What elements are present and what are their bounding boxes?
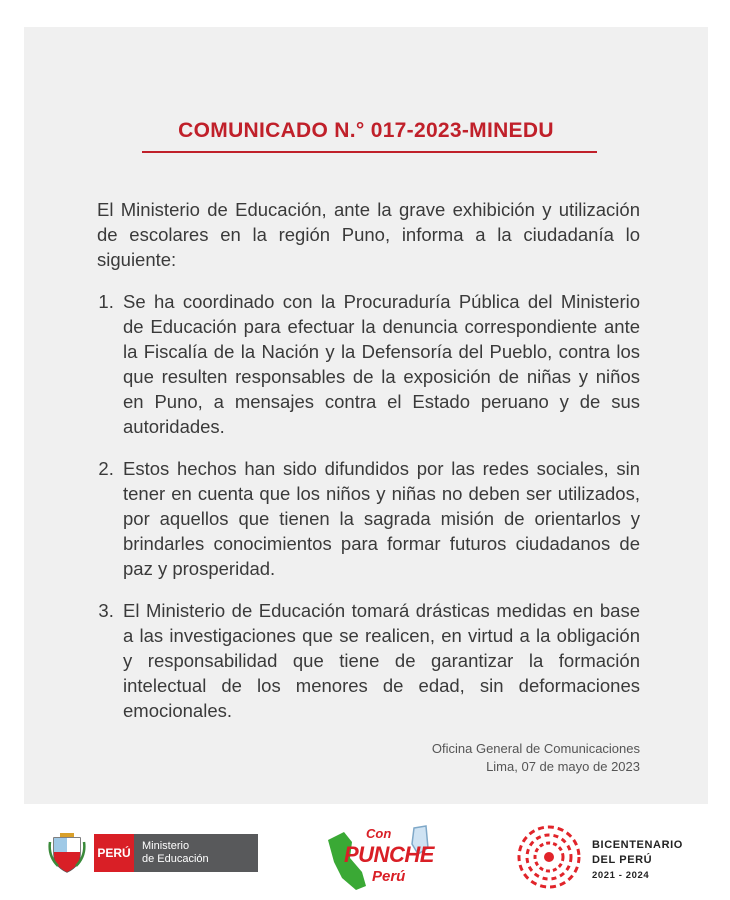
title-underline (142, 151, 597, 153)
signature-block (432, 740, 640, 776)
communique-title: COMUNICADO N.° 017-2023-MINEDU (178, 119, 554, 142)
communique-card (24, 27, 708, 804)
minedu-logo (48, 828, 258, 878)
list-item: 2. Estos hechos han sido difundidos por las redes sociales, sin tener en cuenta que los niños y niñas no deben ser utilizados, por aquellos que tienen la sagrada misión de orientarlos y brindarles conocimientos para formar futuros ciudadanos de paz y prosperidad. (119, 456, 640, 581)
footer-logos (0, 810, 730, 900)
signature-date: Lima, 07 de mayo de 2023 (486, 759, 640, 774)
ministry-line1: Ministerio (142, 840, 190, 852)
communique-body (97, 197, 640, 740)
bicentenario-emblem-icon (514, 822, 584, 892)
bicent-line2: DEL PERÚ (592, 854, 653, 866)
list-item: 3. El Ministerio de Educación tomará drásticas medidas en base a las investigaciones que se realicen, en virtud a la obligación y responsabilidad que tiene de garantizar la formación intelectual de los menores de edad, sin deformaciones emocionales. (119, 598, 640, 723)
intro-paragraph: El Ministerio de Educación, ante la grave exhibición y utilización de escolares en la región Puno, informa a la ciudadanía lo siguiente: (97, 199, 640, 270)
bicent-line1: BICENTENARIO (592, 839, 683, 851)
con-punche-peru-logo (322, 820, 434, 894)
punche-peru: Perú (372, 868, 406, 885)
punche-word: PUNCHE (344, 842, 434, 867)
list-item: 1. Se ha coordinado con la Procuraduría Pública del Ministerio de Educación para efectuar la denuncia correspondiente ante la Fiscalía de la Nación y la Defensoría del Pueblo, contra los que resulten responsables de la exposición de niñas y niños en Puno, a mensajes contra el Estado peruano y de sus autoridades. (119, 289, 640, 439)
bicentenario-logo (514, 820, 714, 894)
punche-con: Con (366, 826, 392, 841)
bicentenario-text (592, 838, 683, 883)
numbered-list (97, 289, 640, 723)
peru-label: PERÚ (94, 834, 134, 872)
bicent-years: 2021 - 2024 (592, 870, 650, 881)
ministry-label (134, 834, 258, 872)
signature-office: Oficina General de Comunicaciones (431, 741, 640, 756)
coat-of-arms-icon (48, 832, 86, 874)
ministry-line2: de Educación (142, 853, 209, 865)
